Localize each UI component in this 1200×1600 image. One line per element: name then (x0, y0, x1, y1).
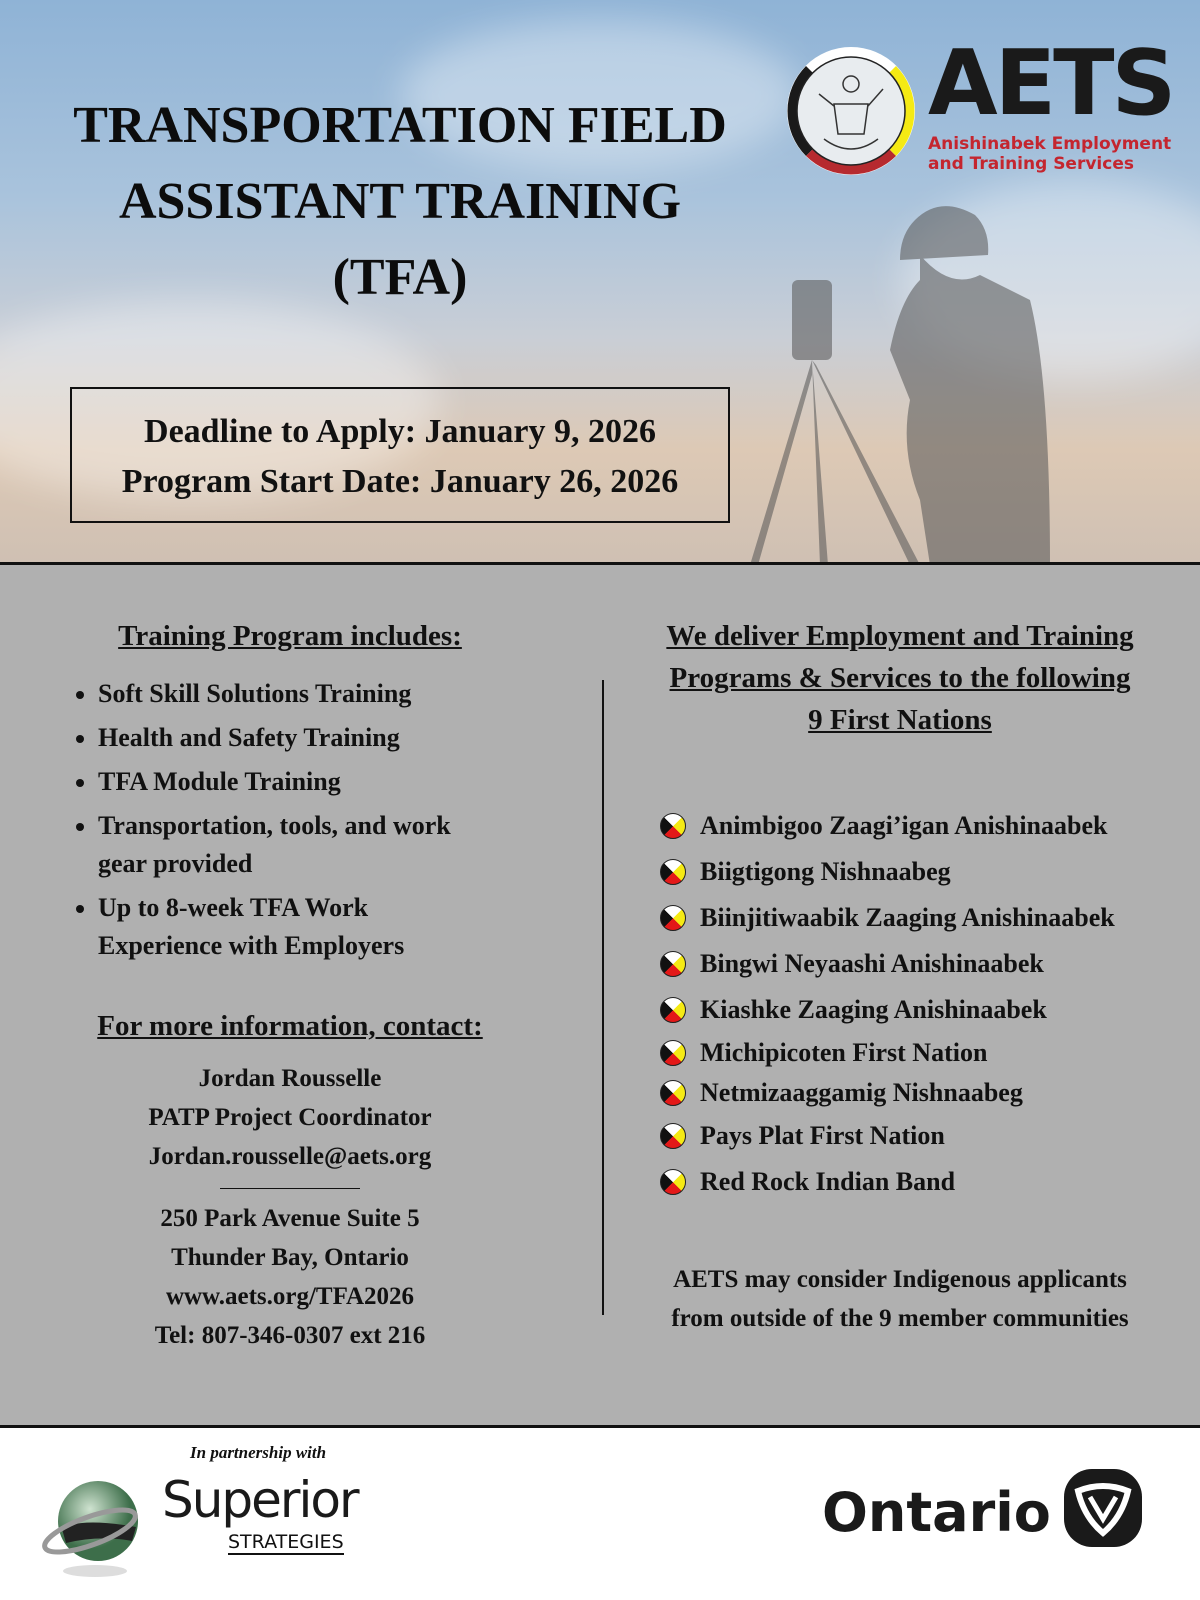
aets-logo-subtitle (928, 134, 1171, 174)
nation-item (660, 941, 1180, 987)
nation-name: Michipicoten First Nation (700, 1038, 988, 1067)
nations-heading-line: 9 First Nations (808, 704, 992, 736)
nations-heading-line: We deliver Employment and Training (666, 620, 1134, 652)
nations-column (620, 615, 1180, 1338)
address-line: Thunder Bay, Ontario (171, 1244, 409, 1271)
training-list (60, 675, 520, 965)
training-item: • Transportation, tools, and work gear provided (98, 807, 498, 883)
column-divider (602, 680, 604, 1315)
nation-name: Bingwi Neyaashi Anishinaabek (700, 949, 1044, 978)
training-item: • TFA Module Training (98, 763, 520, 801)
ontario-logo-text: Ontario (822, 1481, 1051, 1544)
contact-email-link[interactable]: Jordan.rousselle@aets.org (148, 1143, 432, 1170)
nation-name: Kiashke Zaaging Anishinaabek (700, 995, 1047, 1024)
partner-logo-subtitle: STRATEGIES (228, 1531, 344, 1553)
nation-item (660, 1033, 1180, 1073)
medicine-wheel-icon (660, 1169, 686, 1195)
deadline-text: Deadline to Apply: January 9, 2026 (144, 413, 656, 450)
contact-role: PATP Project Coordinator (148, 1104, 432, 1131)
start-date-text: Program Start Date: January 26, 2026 (121, 463, 679, 500)
aets-subtitle-line: and Training Services (928, 154, 1134, 174)
contact-name: Jordan Rousselle (198, 1065, 382, 1092)
phone-number: Tel: 807-346-0307 ext 216 (154, 1322, 426, 1349)
divider-line (220, 1188, 360, 1189)
medicine-wheel-icon (660, 1040, 686, 1066)
aets-logo-text: AETS (928, 31, 1174, 136)
nations-list (660, 803, 1180, 1205)
nation-name: Netmizaaggamig Nishnaabeg (700, 1078, 1023, 1107)
medicine-wheel-icon (660, 905, 686, 931)
page-title (0, 88, 800, 316)
medicine-wheel-icon (660, 1123, 686, 1149)
nation-item (660, 895, 1180, 941)
nation-name: Animbigoo Zaagi’igan Anishinaabek (700, 811, 1108, 840)
eligibility-note (620, 1260, 1180, 1338)
nation-item (660, 849, 1180, 895)
ontario-trillium-icon (1062, 1467, 1144, 1549)
medicine-wheel-icon (660, 859, 686, 885)
medicine-wheel-icon (660, 951, 686, 977)
footer (0, 1431, 1200, 1600)
website-link[interactable]: www.aets.org/TFA2026 (165, 1283, 415, 1310)
nation-name: Biigtigong Nishnaabeg (700, 857, 951, 886)
nation-item (660, 987, 1180, 1033)
aets-subtitle-line: Anishinabek Employment (928, 134, 1172, 154)
partner-logo-name: Superior (162, 1471, 358, 1529)
nation-item (660, 803, 1180, 849)
nation-name: Red Rock Indian Band (700, 1167, 956, 1196)
info-panel (0, 565, 1200, 1428)
medicine-wheel-icon (660, 813, 686, 839)
training-item: • Health and Safety Training (98, 719, 520, 757)
address-line: 250 Park Avenue Suite 5 (160, 1205, 420, 1232)
contact-heading: For more information, contact: (97, 1010, 483, 1042)
hero-banner (0, 0, 1200, 565)
title-line: ASSISTANT TRAINING (118, 173, 682, 230)
aets-medicine-wheel-logo (784, 44, 918, 178)
nation-name: Pays Plat First Nation (700, 1121, 945, 1150)
dates-box (70, 387, 730, 523)
note-line: AETS may consider Indigenous applicants (673, 1266, 1127, 1293)
training-item: • Soft Skill Solutions Training (98, 675, 520, 713)
nation-name: Biinjitiwaabik Zaaging Anishinaabek (700, 903, 1115, 932)
training-column (60, 615, 520, 1355)
superior-strategies-globe-icon (40, 1471, 150, 1581)
nation-item (660, 1113, 1180, 1159)
partnership-label: In partnership with (190, 1443, 327, 1462)
training-heading: Training Program includes: (118, 620, 462, 652)
contact-block (60, 1059, 520, 1355)
title-line: (TFA) (332, 249, 468, 306)
title-line: TRANSPORTATION FIELD (73, 97, 727, 154)
surveyor-silhouette-image (750, 200, 1090, 565)
training-item: • Up to 8-week TFA Work Experience with Employers (98, 889, 458, 965)
medicine-wheel-icon (660, 1080, 686, 1106)
nations-heading-line: Programs & Services to the following (669, 662, 1131, 694)
note-line: from outside of the 9 member communities (671, 1305, 1129, 1332)
medicine-wheel-icon (660, 997, 686, 1023)
nation-item (660, 1159, 1180, 1205)
nation-item (660, 1073, 1180, 1113)
